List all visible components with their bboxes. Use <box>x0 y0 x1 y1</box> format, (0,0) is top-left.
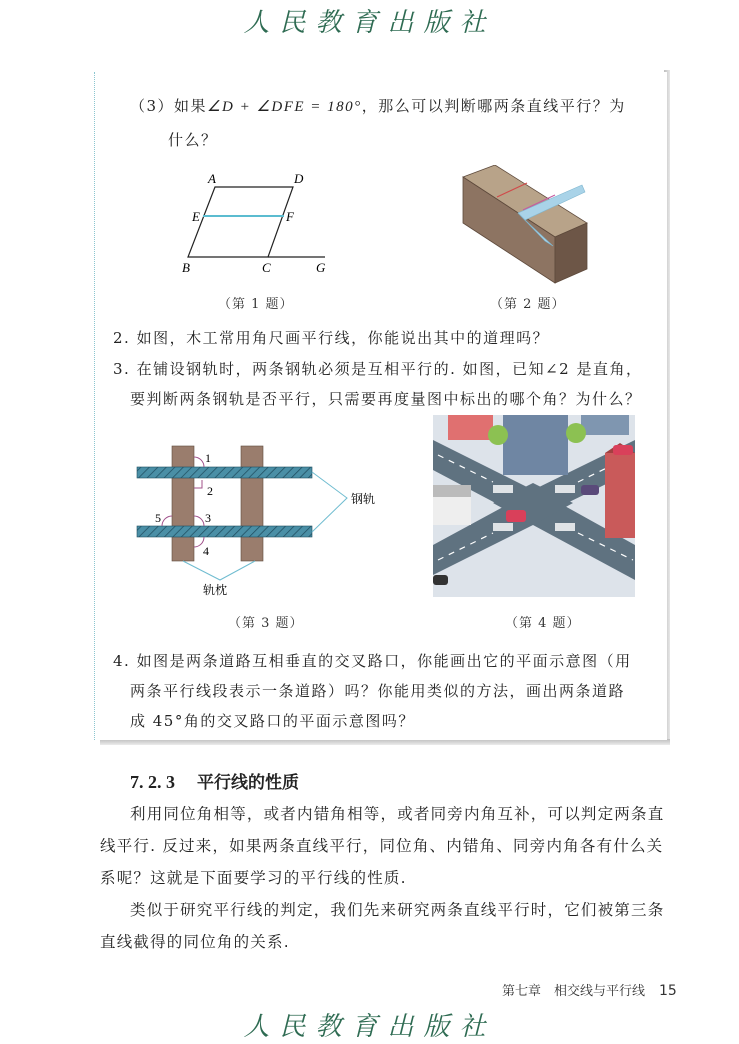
label-A: A <box>208 171 216 186</box>
publisher-logo-top: 人民教育出版社 <box>243 8 496 38</box>
angle-label-3: 3 <box>205 511 211 525</box>
angle-label-5: 5 <box>155 511 161 525</box>
label-B: B <box>182 260 190 275</box>
question-4-line2: 两条平行线段表示一条道路）吗？你能用类似的方法，画出两条道路 <box>130 682 626 700</box>
question-3-line2: 要判断两条钢轨是否平行，只需要再度量图中标出的哪个角？为什么？ <box>130 390 642 408</box>
section-number: 7. 2. 3 <box>130 772 175 792</box>
angle-label-2: 2 <box>207 484 213 498</box>
figure-4-intersection-illustration <box>433 415 635 597</box>
rail-top <box>137 467 312 478</box>
question-1-part-3-line2: 什么？ <box>168 131 218 149</box>
label-C: C <box>262 260 271 275</box>
page-number: 15 <box>659 983 677 999</box>
question-1-part-3 <box>130 95 626 116</box>
label-D: D <box>294 171 304 186</box>
paragraph-1-line-2: 线平行. 反过来，如果两条直线平行，同位角、内错角、同旁内角各有什么关 <box>100 837 664 855</box>
figure-1-caption: （第 1 题） <box>218 297 294 312</box>
rail-bottom <box>137 526 312 537</box>
chapter-title: 第七章 相交线与平行线 <box>502 984 646 999</box>
question-2: 2. 如图，木工常用角尺画平行线，你能说出其中的道理吗？ <box>113 329 550 347</box>
figure-2-caption: （第 2 题） <box>490 297 566 312</box>
section-title: 平行线的性质 <box>197 773 299 793</box>
math-expression: ∠D + ∠DFE = 180° <box>207 99 362 115</box>
paragraph-1-line-3: 系呢？这就是下面要学习的平行线的性质. <box>100 869 407 887</box>
section-heading <box>130 768 299 793</box>
sleeper-2 <box>241 446 263 561</box>
paragraph-2-line-2: 直线截得的同位角的关系. <box>100 933 290 951</box>
figure-2-wood-block <box>455 165 595 285</box>
sleeper-1 <box>172 446 194 561</box>
label-E: E <box>192 209 200 224</box>
rail-label: 钢轨 <box>351 492 376 506</box>
question-4-line1: 4. 如图是两条道路互相垂直的交叉路口，你能画出它的平面示意图（用 <box>113 652 632 670</box>
figure-1-parallelogram <box>170 165 350 285</box>
angle-label-1: 1 <box>205 451 211 465</box>
figure-4-caption: （第 4 题） <box>505 616 581 631</box>
sleeper-label: 轨枕 <box>203 583 228 597</box>
text: ，那么可以判断哪两条直线平行？为 <box>361 97 626 115</box>
question-4-line3: 成 45°角的交叉路口的平面示意图吗？ <box>130 712 415 730</box>
paragraph-1-line-1: 利用同位角相等，或者内错角相等，或者同旁内角互补，可以判定两条直 <box>130 805 665 823</box>
page-footer <box>502 980 677 999</box>
angle-label-4: 4 <box>203 544 209 558</box>
figure-3-rail-tracks <box>125 440 395 600</box>
label-G: G <box>316 260 326 275</box>
text: （3）如果 <box>130 97 208 115</box>
publisher-logo-bottom: 人民教育出版社 <box>243 1012 496 1042</box>
figure-3-caption: （第 3 题） <box>228 616 304 631</box>
paragraph-2-line-1: 类似于研究平行线的判定，我们先来研究两条直线平行时，它们被第三条 <box>130 901 665 919</box>
label-F: F <box>286 209 294 224</box>
question-3-line1: 3. 在铺设钢轨时，两条钢轨必须是互相平行的. 如图，已知∠2 是直角， <box>113 360 643 378</box>
